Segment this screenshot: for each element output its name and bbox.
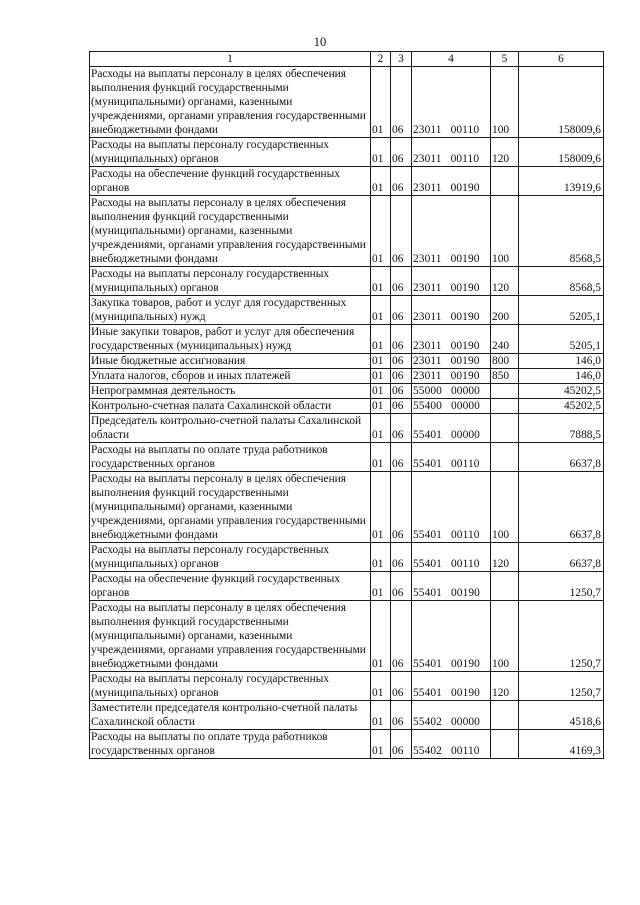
page-number: 10 <box>313 35 327 49</box>
amount-cell: 158009,6 <box>519 138 604 167</box>
section-code-cell: 01 <box>371 325 391 354</box>
amount-cell: 1250,7 <box>519 672 604 701</box>
direction-code: 00190 <box>450 182 480 194</box>
table-row <box>90 672 604 701</box>
direction-code: 00110 <box>450 458 480 470</box>
amount-cell: 146,0 <box>519 369 604 384</box>
direction-code: 00000 <box>450 400 480 412</box>
amount-cell: 4518,6 <box>519 701 604 730</box>
expense-name-cell: Иные закупки товаров, работ и услуг для обеспечения государственных (муниципальных) нужд <box>90 325 371 354</box>
table-row <box>90 543 604 572</box>
expense-type-cell: 120 <box>491 138 519 167</box>
target-article-cell <box>412 384 491 399</box>
direction-code: 00000 <box>450 385 480 397</box>
subsection-code-cell: 06 <box>391 354 412 369</box>
section-code-cell: 01 <box>371 384 391 399</box>
expense-type-cell <box>491 701 519 730</box>
table-row <box>90 701 604 730</box>
section-code-cell: 01 <box>371 701 391 730</box>
program-code: 23011 <box>413 311 442 323</box>
target-article-cell <box>412 572 491 601</box>
direction-code: 00110 <box>450 745 480 757</box>
program-code: 55401 <box>413 687 442 699</box>
expense-name-cell: Непрограммная деятельность <box>90 384 371 399</box>
program-code: 23011 <box>413 370 442 382</box>
program-code: 23011 <box>413 153 442 165</box>
expense-name-cell: Уплата налогов, сборов и иных платежей <box>90 369 371 384</box>
direction-code: 00110 <box>450 558 480 570</box>
direction-code: 00190 <box>450 253 480 265</box>
table-row <box>90 414 604 443</box>
expense-name-cell: Расходы на выплаты персоналу государственных (муниципальных) органов <box>90 543 371 572</box>
table-row <box>90 443 604 472</box>
subsection-code-cell: 06 <box>391 296 412 325</box>
amount-cell: 13919,6 <box>519 167 604 196</box>
expense-type-cell: 100 <box>491 196 519 267</box>
program-code: 55401 <box>413 529 442 541</box>
amount-cell: 7888,5 <box>519 414 604 443</box>
expense-type-cell <box>491 572 519 601</box>
section-code-cell: 01 <box>371 399 391 414</box>
expense-type-cell <box>491 384 519 399</box>
expense-name-cell: Расходы на выплаты персоналу государственных (муниципальных) органов <box>90 267 371 296</box>
subsection-code-cell: 06 <box>391 267 412 296</box>
table-row <box>90 399 604 414</box>
program-code: 23011 <box>413 253 442 265</box>
target-article-cell <box>412 325 491 354</box>
program-code: 55401 <box>413 558 442 570</box>
expense-name-cell: Расходы на выплаты персоналу в целях обеспечения выполнения функций государственными (муниципальными) органами, казенными учреждениями, органами управления государственными внебюджетными фондами <box>90 196 371 267</box>
program-code: 55401 <box>413 658 442 670</box>
table-row <box>90 730 604 759</box>
amount-cell: 1250,7 <box>519 572 604 601</box>
target-article-cell <box>412 601 491 672</box>
direction-code: 00190 <box>450 587 480 599</box>
section-code-cell: 01 <box>371 296 391 325</box>
direction-code: 00190 <box>450 658 480 670</box>
expense-name-cell: Расходы на выплаты персоналу государственных (муниципальных) органов <box>90 138 371 167</box>
direction-code: 00110 <box>450 153 480 165</box>
table-row <box>90 354 604 369</box>
target-article-cell <box>412 543 491 572</box>
expense-name-cell: Контрольно-счетная палата Сахалинской области <box>90 399 371 414</box>
target-article-cell <box>412 399 491 414</box>
expense-type-cell: 850 <box>491 369 519 384</box>
target-article-cell <box>412 196 491 267</box>
amount-cell: 146,0 <box>519 354 604 369</box>
section-code-cell: 01 <box>371 369 391 384</box>
subsection-code-cell: 06 <box>391 601 412 672</box>
expense-name-cell: Иные бюджетные ассигнования <box>90 354 371 369</box>
table-row <box>90 67 604 138</box>
expense-type-cell: 100 <box>491 472 519 543</box>
subsection-code-cell: 06 <box>391 472 412 543</box>
amount-cell: 1250,7 <box>519 601 604 672</box>
table-row <box>90 325 604 354</box>
program-code: 55400 <box>413 400 442 412</box>
expense-name-cell: Заместители председателя контрольно-счетной палаты Сахалинской области <box>90 701 371 730</box>
section-code-cell: 01 <box>371 67 391 138</box>
expense-name-cell: Расходы на выплаты по оплате труда работников государственных органов <box>90 730 371 759</box>
expense-name-cell: Председатель контрольно-счетной палаты Сахалинской области <box>90 414 371 443</box>
section-code-cell: 01 <box>371 572 391 601</box>
table-row <box>90 267 604 296</box>
direction-code: 00190 <box>450 370 480 382</box>
amount-cell: 45202,5 <box>519 399 604 414</box>
amount-cell: 8568,5 <box>519 267 604 296</box>
table-row <box>90 296 604 325</box>
direction-code: 00190 <box>450 311 480 323</box>
expense-type-cell: 120 <box>491 543 519 572</box>
expense-type-cell: 240 <box>491 325 519 354</box>
program-code: 23011 <box>413 124 442 136</box>
subsection-code-cell: 06 <box>391 543 412 572</box>
target-article-cell <box>412 701 491 730</box>
section-code-cell: 01 <box>371 196 391 267</box>
section-code-cell: 01 <box>371 543 391 572</box>
subsection-code-cell: 06 <box>391 443 412 472</box>
amount-cell: 5205,1 <box>519 325 604 354</box>
target-article-cell <box>412 443 491 472</box>
expense-type-cell: 100 <box>491 67 519 138</box>
expense-name-cell: Расходы на обеспечение функций государственных органов <box>90 167 371 196</box>
subsection-code-cell: 06 <box>391 399 412 414</box>
section-code-cell: 01 <box>371 672 391 701</box>
amount-cell: 6637,8 <box>519 443 604 472</box>
target-article-cell <box>412 354 491 369</box>
subsection-code-cell: 06 <box>391 730 412 759</box>
expense-type-cell: 120 <box>491 267 519 296</box>
column-header: 1 <box>90 52 371 67</box>
column-header: 2 <box>371 52 391 67</box>
subsection-code-cell: 06 <box>391 67 412 138</box>
program-code: 55401 <box>413 587 442 599</box>
column-header: 5 <box>491 52 519 67</box>
table-row <box>90 138 604 167</box>
subsection-code-cell: 06 <box>391 325 412 354</box>
section-code-cell: 01 <box>371 138 391 167</box>
target-article-cell <box>412 67 491 138</box>
expense-type-cell: 800 <box>491 354 519 369</box>
direction-code: 00000 <box>450 429 480 441</box>
expense-type-cell <box>491 167 519 196</box>
table-row <box>90 384 604 399</box>
amount-cell: 4169,3 <box>519 730 604 759</box>
subsection-code-cell: 06 <box>391 196 412 267</box>
section-code-cell: 01 <box>371 414 391 443</box>
target-article-cell <box>412 167 491 196</box>
expense-name-cell: Расходы на выплаты по оплате труда работников государственных органов <box>90 443 371 472</box>
table-row <box>90 601 604 672</box>
target-article-cell <box>412 472 491 543</box>
target-article-cell <box>412 369 491 384</box>
subsection-code-cell: 06 <box>391 414 412 443</box>
target-article-cell <box>412 296 491 325</box>
target-article-cell <box>412 730 491 759</box>
table-row <box>90 167 604 196</box>
section-code-cell: 01 <box>371 472 391 543</box>
direction-code: 00000 <box>450 716 480 728</box>
amount-cell: 6637,8 <box>519 543 604 572</box>
table-row <box>90 196 604 267</box>
expense-name-cell: Расходы на обеспечение функций государственных органов <box>90 572 371 601</box>
expense-type-cell: 120 <box>491 672 519 701</box>
section-code-cell: 01 <box>371 267 391 296</box>
table-row <box>90 369 604 384</box>
expense-type-cell: 100 <box>491 601 519 672</box>
subsection-code-cell: 06 <box>391 672 412 701</box>
program-code: 55000 <box>413 385 442 397</box>
subsection-code-cell: 06 <box>391 701 412 730</box>
target-article-cell <box>412 138 491 167</box>
expense-name-cell: Расходы на выплаты персоналу в целях обеспечения выполнения функций государственными (муниципальными) органами, казенными учреждениями, органами управления государственными внебюджетными фондами <box>90 67 371 138</box>
amount-cell: 6637,8 <box>519 472 604 543</box>
program-code: 23011 <box>413 282 442 294</box>
direction-code: 00190 <box>450 282 480 294</box>
expense-name-cell: Закупка товаров, работ и услуг для государственных (муниципальных) нужд <box>90 296 371 325</box>
program-code: 55401 <box>413 429 442 441</box>
expense-type-cell <box>491 399 519 414</box>
target-article-cell <box>412 414 491 443</box>
section-code-cell: 01 <box>371 167 391 196</box>
direction-code: 00190 <box>450 340 480 352</box>
direction-code: 00190 <box>450 687 480 699</box>
subsection-code-cell: 06 <box>391 138 412 167</box>
amount-cell: 45202,5 <box>519 384 604 399</box>
section-code-cell: 01 <box>371 443 391 472</box>
column-header: 3 <box>391 52 412 67</box>
column-header: 4 <box>412 52 491 67</box>
expense-type-cell <box>491 443 519 472</box>
amount-cell: 5205,1 <box>519 296 604 325</box>
program-code: 55402 <box>413 745 442 757</box>
direction-code: 00110 <box>450 529 480 541</box>
expense-name-cell: Расходы на выплаты персоналу государственных (муниципальных) органов <box>90 672 371 701</box>
expense-name-cell: Расходы на выплаты персоналу в целях обеспечения выполнения функций государственными (муниципальными) органами, казенными учреждениями, органами управления государственными внебюджетными фондами <box>90 472 371 543</box>
amount-cell: 158009,6 <box>519 67 604 138</box>
expense-name-cell: Расходы на выплаты персоналу в целях обеспечения выполнения функций государственными (муниципальными) органами, казенными учреждениями, органами управления государственными внебюджетными фондами <box>90 601 371 672</box>
expense-type-cell <box>491 414 519 443</box>
program-code: 23011 <box>413 340 442 352</box>
program-code: 23011 <box>413 355 442 367</box>
amount-cell: 8568,5 <box>519 196 604 267</box>
budget-table <box>89 51 604 759</box>
section-code-cell: 01 <box>371 354 391 369</box>
section-code-cell: 01 <box>371 730 391 759</box>
program-code: 55401 <box>413 458 442 470</box>
program-code: 23011 <box>413 182 442 194</box>
subsection-code-cell: 06 <box>391 167 412 196</box>
subsection-code-cell: 06 <box>391 384 412 399</box>
direction-code: 00190 <box>450 355 480 367</box>
target-article-cell <box>412 672 491 701</box>
expense-type-cell <box>491 730 519 759</box>
expense-type-cell: 200 <box>491 296 519 325</box>
table-header-row <box>90 52 604 67</box>
table-row <box>90 472 604 543</box>
subsection-code-cell: 06 <box>391 369 412 384</box>
table-row <box>90 572 604 601</box>
program-code: 55402 <box>413 716 442 728</box>
target-article-cell <box>412 267 491 296</box>
direction-code: 00110 <box>450 124 480 136</box>
column-header: 6 <box>519 52 604 67</box>
section-code-cell: 01 <box>371 601 391 672</box>
subsection-code-cell: 06 <box>391 572 412 601</box>
